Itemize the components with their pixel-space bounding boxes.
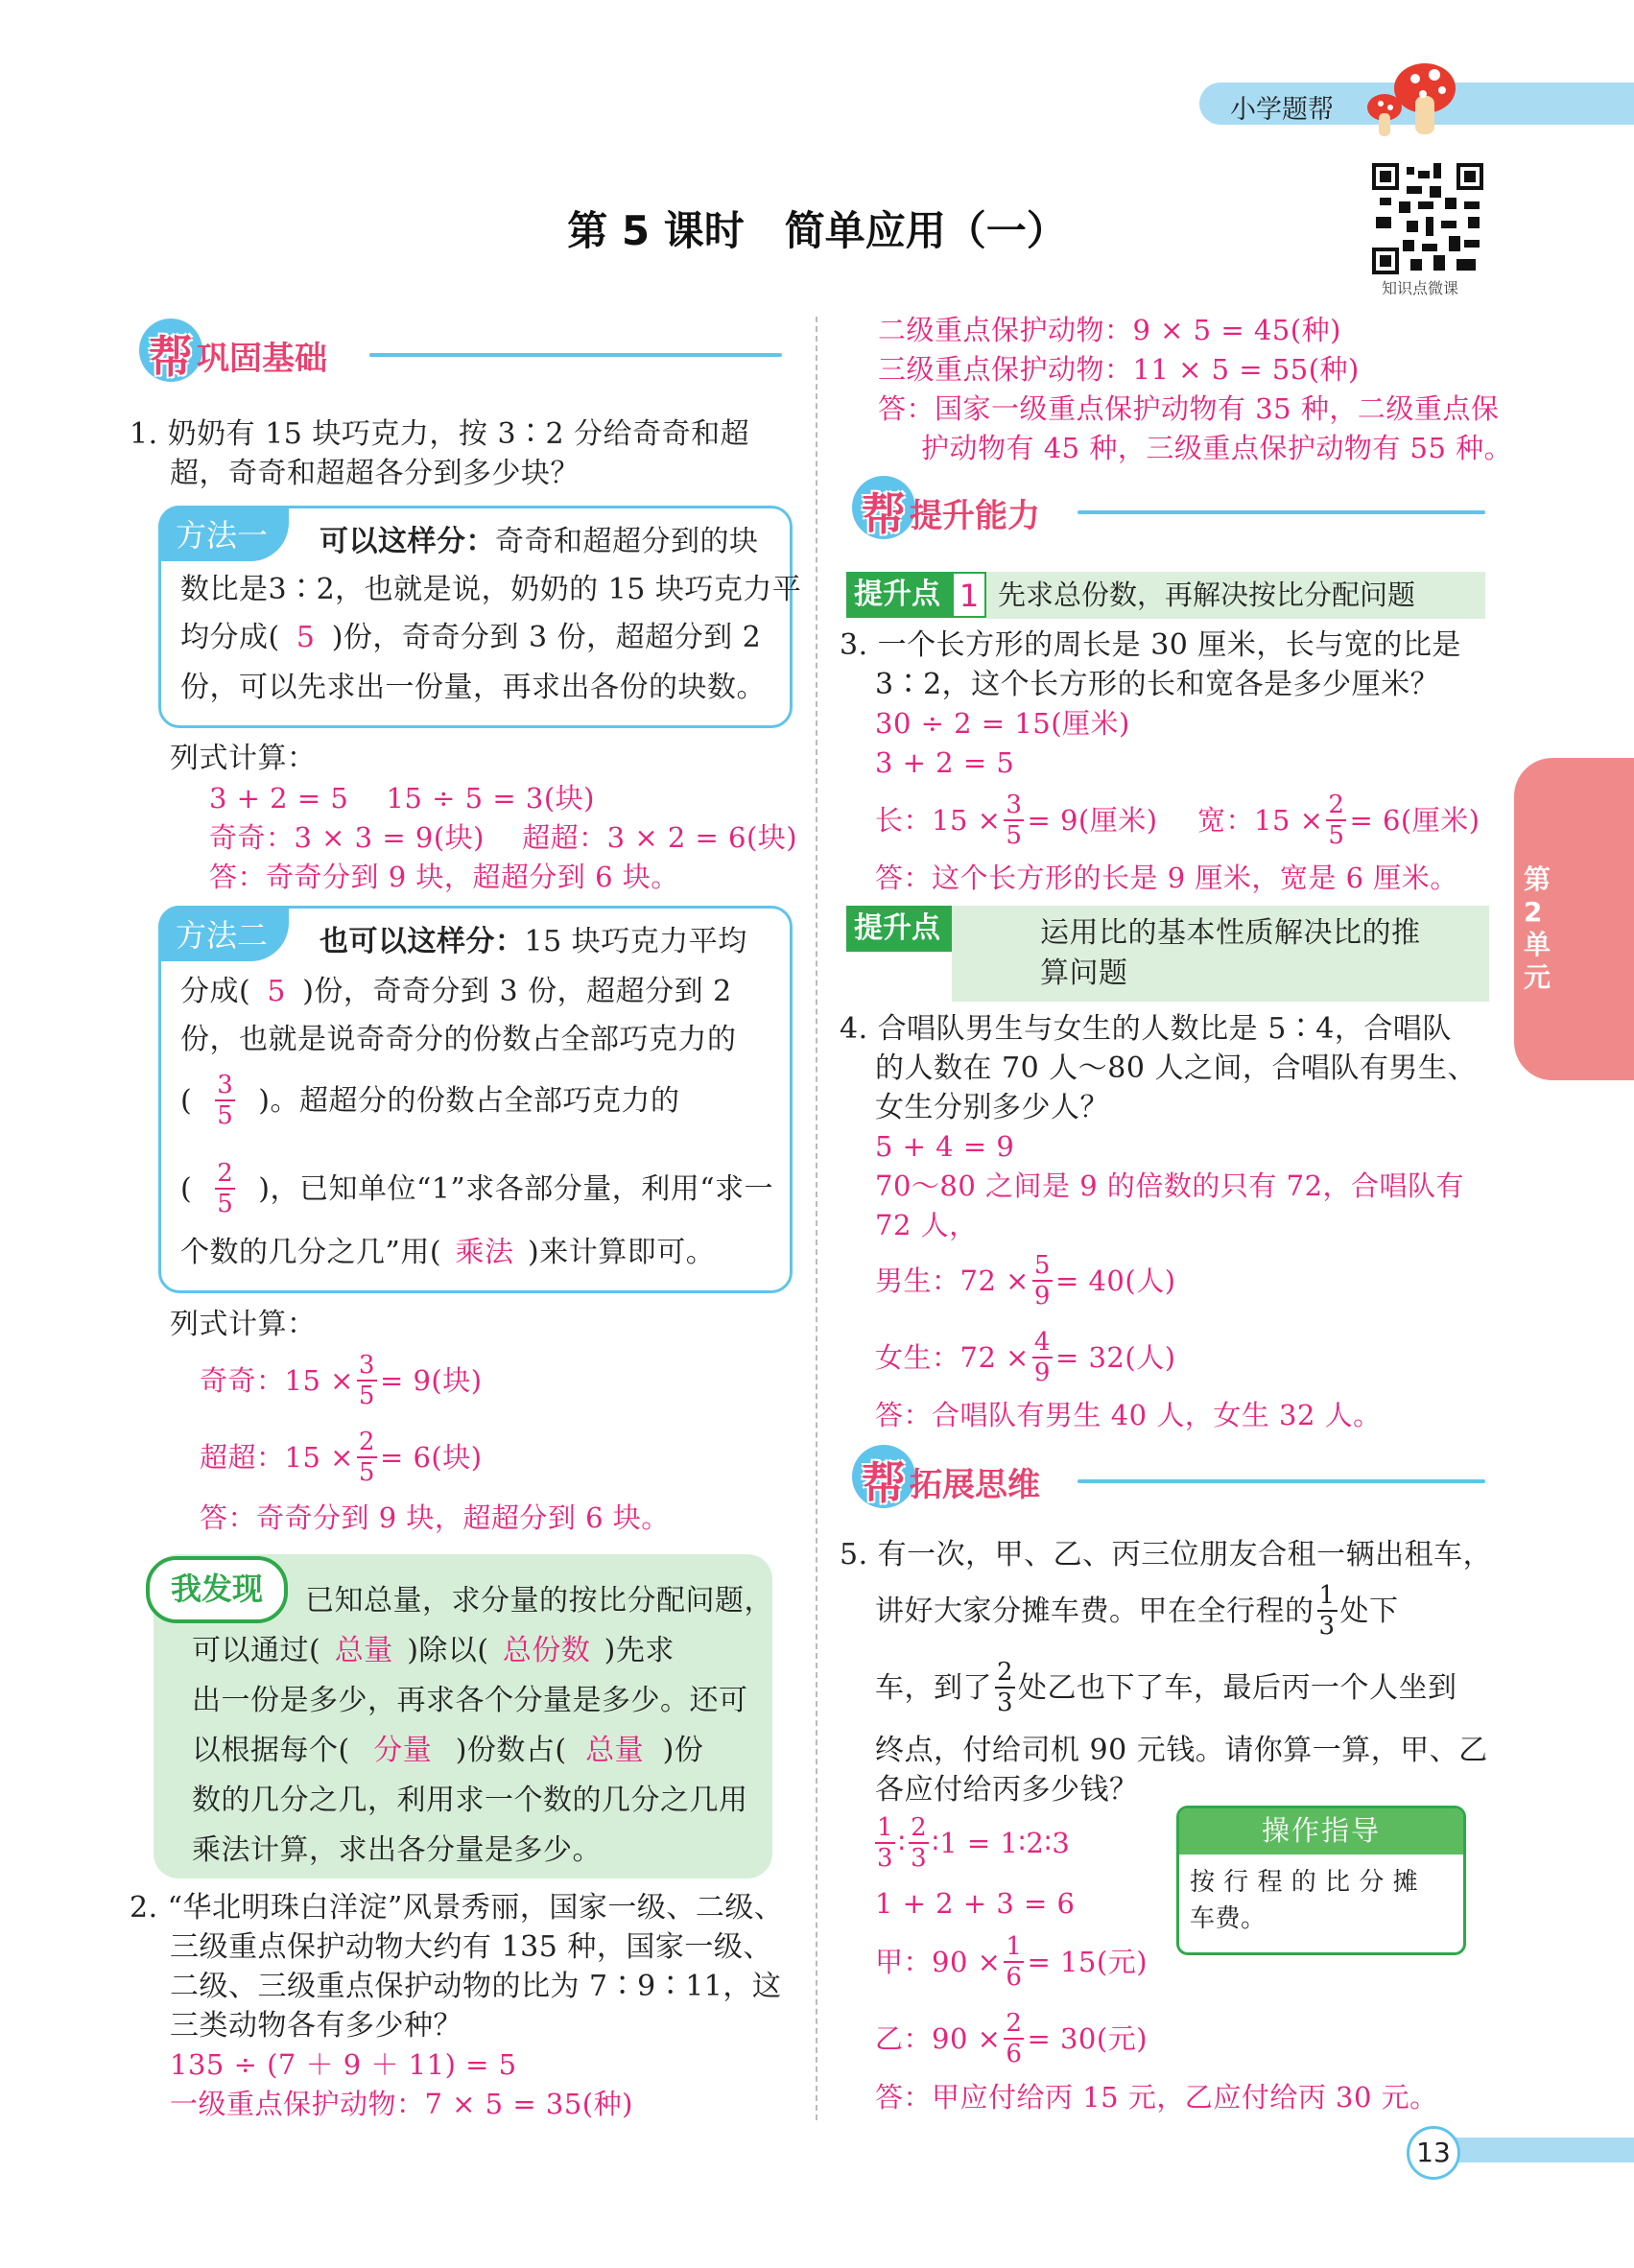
qr-caption: 知识点微课 xyxy=(1382,279,1459,297)
q2-answer-6: 护动物有 45 种，三级重点保护动物有 55 种。 xyxy=(921,432,1513,464)
q2-answer-5: 答：国家一级重点保护动物有 35 种，二级重点保 xyxy=(878,392,1500,425)
qr-code-icon[interactable] xyxy=(1372,163,1483,274)
section-header-basic: 帮 巩固基础 xyxy=(139,319,782,386)
guide-title: 操作指导 xyxy=(1179,1808,1463,1855)
section-header-extend: 帮 拓展思维 xyxy=(852,1445,1485,1512)
q5-stem-3: 车，到了 $\frac{2}{3}$ 处乙也下了车，最后丙一个人坐到 xyxy=(875,1658,1457,1717)
page-number: 13 xyxy=(1407,2126,1460,2180)
q3-answer-1: 30 ÷ 2 = 15(厘米) xyxy=(875,707,1130,740)
q5-answer-ratio: $\frac{1}{3}$ ∶ $\frac{2}{3}$ ∶1 = 1∶2∶3 xyxy=(877,1813,1071,1873)
method-two-blank-1: 5 xyxy=(267,975,287,1008)
method-one-blank: 5 xyxy=(296,621,316,654)
q5-stem-2: 讲好大家分摊车费。甲在全行程的 $\frac{1}{3}$ 处下 xyxy=(875,1581,1399,1641)
q4-stem-1: 4. 合唱队男生与女生的人数比是 5∶4，合唱队 xyxy=(840,1012,1452,1046)
mushroom-icon xyxy=(1358,58,1463,144)
q4-stem-3: 女生分别多少人？ xyxy=(875,1091,1109,1124)
q1-answer-3: 答：奇奇分到 9 块，超超分到 6 块。 xyxy=(209,861,679,893)
column-divider xyxy=(816,317,817,2120)
q1-stem-1: 1. 奶奶有 15 块巧克力，按 3∶2 分给奇奇和超 xyxy=(130,417,750,451)
q3-answer-3: 答：这个长方形的长是 9 厘米，宽是 6 厘米。 xyxy=(875,862,1458,894)
q1-m2-answer-a: 奇奇：15 × $\frac{3}{5}$ = 9(块) xyxy=(200,1351,483,1410)
calc-label-1: 列式计算： xyxy=(170,742,317,775)
method-one-tag: 方法一 xyxy=(158,506,289,561)
tip-point-2-desc: 运用比的基本性质解决比的推 算问题 xyxy=(952,906,1489,1002)
q1-answer-2: 奇奇：3 × 3 = 9(块) 超超：3 × 2 = 6(块) xyxy=(209,821,798,854)
q4-answer-4: 答：合唱队有男生 40 人，女生 32 人。 xyxy=(875,1399,1382,1431)
q5-answer-jia: 甲：90 × $\frac{1}{6}$ = 15(元) xyxy=(875,1932,1149,1992)
q5-stem-5: 各应付给丙多少钱？ xyxy=(875,1773,1139,1807)
unit-side-tab-label: 第2单元 xyxy=(1524,863,1551,993)
q5-stem-1: 5. 有一次，甲、乙、丙三位朋友合租一辆出租车， xyxy=(840,1538,1493,1571)
q1-m2-answer-b: 超超：15 × $\frac{2}{5}$ = 6(块) xyxy=(200,1428,483,1487)
method-two-fraction-2: $\frac{2}{5}$ xyxy=(217,1159,234,1218)
q3-answer-2: 3 + 2 = 5 xyxy=(875,746,1015,779)
method-two-fraction-1: $\frac{3}{5}$ xyxy=(217,1071,234,1130)
guide-text-1: 按 行 程 的 比 分 摊 xyxy=(1190,1868,1419,1897)
q2-answer-4: 三级重点保护动物：11 × 5 = 55(种) xyxy=(878,353,1360,386)
lesson-title: 第 5 课时 简单应用（一） xyxy=(567,207,1067,254)
q5-answer-1: 1 + 2 + 3 = 6 xyxy=(875,1887,1076,1920)
q2-answer-2: 一级重点保护动物：7 × 5 = 35(种) xyxy=(170,2088,633,2120)
method-two-tag: 方法二 xyxy=(158,906,289,961)
q3-stem-1: 3. 一个长方形的周长是 30 厘米，长与宽的比是 xyxy=(840,628,1461,662)
q4-answer-2: 70～80 之间是 9 的倍数的只有 72，合唱队有 xyxy=(875,1169,1465,1202)
method-two-box: 方法二 也可以这样分：15 块巧克力平均 分成( 5 )份，奇奇分到 3 份，超超分到 2 份，也就是说奇奇分的份数占全部巧克力的 ( $\frac{3}{5}$ )。超超分的份数占全部巧克力的 ( $\frac{2}{5}$ )，已知单位“1”求各部分量，利用“求一 个数的几分之几”用( 乘法 )来计算即可。 xyxy=(158,906,793,1293)
q1-m2-answer-c: 答：奇奇分到 9 块，超超分到 6 块。 xyxy=(200,1501,670,1534)
q2-answer-1: 135 ÷ (7 ＋ 9 ＋ 11) = 5 xyxy=(170,2048,517,2081)
section-header-improve: 帮 提升能力 xyxy=(852,476,1485,543)
q2-stem-1: 2. “华北明珠白洋淀”风景秀丽，国家一级、二级、 xyxy=(130,1891,784,1925)
q5-answer-yi: 乙：90 × $\frac{2}{6}$ = 30(元) xyxy=(875,2009,1149,2068)
q2-stem-3: 二级、三级重点保护动物的比为 7∶9∶11，这 xyxy=(170,1970,782,2003)
q2-stem-2: 三级重点保护动物大约有 135 种，国家一级、 xyxy=(170,1930,772,1964)
method-two-blank-2: 乘法 xyxy=(455,1236,514,1269)
section-title-basic: 巩固基础 xyxy=(197,340,327,378)
q2-answer-3: 二级重点保护动物：9 × 5 = 45(种) xyxy=(878,314,1341,346)
section-title-extend: 拓展思维 xyxy=(910,1466,1040,1504)
q3-stem-2: 3∶2，这个长方形的长和宽各是多少厘米？ xyxy=(875,668,1440,701)
footer-bar xyxy=(1430,2138,1634,2162)
q4-answer-1: 5 + 4 = 9 xyxy=(875,1130,1015,1163)
section-title-improve: 提升能力 xyxy=(910,497,1040,535)
calc-label-2: 列式计算： xyxy=(170,1308,317,1341)
q3-answer-length: 长：15 × $\frac{3}{5}$ = 9(厘米) xyxy=(875,791,1158,850)
q4-answer-girls: 女生：72 × $\frac{4}{9}$ = 32(人) xyxy=(875,1328,1176,1387)
q4-stem-2: 的人数在 70 人～80 人之间，合唱队有男生、 xyxy=(875,1051,1477,1085)
discovery-tag: 我发现 xyxy=(146,1556,288,1623)
q5-answer-2: 答：甲应付给丙 15 元，乙应付给丙 30 元。 xyxy=(875,2081,1438,2114)
guide-text-2: 车费。 xyxy=(1190,1904,1267,1933)
q2-stem-4: 三类动物各有多少种？ xyxy=(170,2009,462,2043)
method-one-lead: 可以这样分： xyxy=(320,525,495,558)
q1-stem-2: 超，奇奇和超超各分到多少块？ xyxy=(170,457,580,490)
q3-answer-width: 宽：15 × $\frac{2}{5}$ = 6(厘米) xyxy=(1197,791,1480,850)
q1-answer-1: 3 + 2 = 5 15 ÷ 5 = 3(块) xyxy=(209,782,595,815)
q4-answer-boys: 男生：72 × $\frac{5}{9}$ = 40(人) xyxy=(875,1251,1176,1311)
q5-stem-4: 终点，付给司机 90 元钱。请你算一算，甲、乙 xyxy=(875,1734,1488,1767)
brand-label: 小学题帮 xyxy=(1230,95,1334,125)
q4-answer-3: 72 人， xyxy=(875,1209,978,1241)
method-one-box: 方法一 可以这样分：奇奇和超超分到的块 数比是3∶2，也就是说，奶奶的 15 块巧克力平 均分成( 5 )份，奇奇分到 3 份，超超分到 2 份，可以先求出一份量，再求出各份的块数。 xyxy=(158,506,793,728)
